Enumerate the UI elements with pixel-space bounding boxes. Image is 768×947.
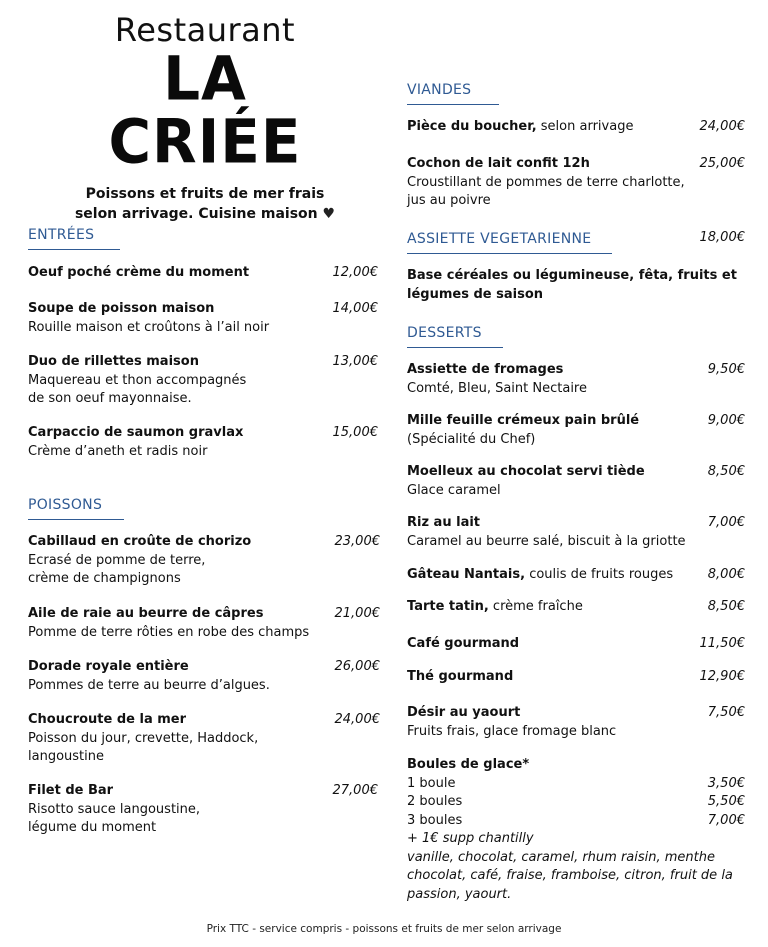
menu-item <box>28 300 378 337</box>
menu-item <box>28 264 378 283</box>
footer-note: Prix TTC - service compris - poissons et fruits de mer selon arrivage <box>206 923 562 935</box>
item-name: Gâteau Nantais, <box>407 567 526 582</box>
item-description: Crème d’aneth et radis noir <box>28 443 208 459</box>
item-price: 12,90€ <box>699 669 745 684</box>
ice-flavors-line: passion, yaourt. <box>407 886 512 902</box>
heart-icon: ♥ <box>322 206 336 222</box>
item-price: 7,50€ <box>707 705 745 720</box>
menu-item <box>28 424 378 461</box>
item-name: Tarte tatin, <box>407 599 489 614</box>
item-price: 7,00€ <box>707 812 745 828</box>
item-name: Oeuf poché crème du moment <box>28 265 250 280</box>
item-description: Rouille maison et croûtons à l’ail noir <box>28 319 270 335</box>
item-name: Thé gourmand <box>407 669 514 684</box>
item-description: de son oeuf mayonnaise. <box>28 391 192 406</box>
item-name: Duo de rillettes maison <box>28 354 199 369</box>
item-name: Cochon de lait confit 12h <box>407 156 590 171</box>
item-description: Maquereau et thon accompagnés <box>28 372 247 388</box>
menu-item <box>407 463 745 500</box>
item-name: Café gourmand <box>407 636 520 651</box>
ice-flavors-line: chocolat, café, fraise, framboise, citron, fruit de la <box>407 868 733 883</box>
item-description: Caramel au beurre salé, biscuit à la griotte <box>407 533 686 549</box>
ice-flavors-line: vanille, chocolat, caramel, rhum raisin, menthe <box>407 849 716 865</box>
chantilly-supplement: + 1€ supp chantilly <box>407 831 534 846</box>
item-name: Cabillaud en croûte de chorizo <box>28 534 252 549</box>
item-price: 25,00€ <box>699 156 745 171</box>
item-description: Comté, Bleu, Saint Nectaire <box>407 380 587 396</box>
item-price: 23,00€ <box>334 534 380 549</box>
item-name: Carpaccio de saumon gravlax <box>28 425 244 440</box>
item-description: (Spécialité du Chef) <box>407 431 536 447</box>
ice-row <box>407 775 745 794</box>
section-title-vegetarienne: ASSIETTE VEGETARIENNE <box>407 231 612 254</box>
item-description: Risotto sauce langoustine, <box>28 801 201 817</box>
section-title-entrees: ENTRÉES <box>28 227 120 250</box>
menu-item <box>28 605 380 642</box>
item-description: Pomme de terre rôties en robe des champs <box>28 624 310 640</box>
ice-row <box>407 812 745 831</box>
item-description: selon arrivage <box>536 119 634 134</box>
ice-row-label: 3 boules <box>407 812 463 828</box>
menu-item <box>407 668 745 687</box>
item-price: 12,00€ <box>332 265 378 280</box>
section-title-poissons: POISSONS <box>28 497 124 520</box>
menu-item <box>407 704 745 741</box>
item-price: 3,50€ <box>707 775 745 791</box>
restaurant-title-top: Restaurant <box>114 11 296 49</box>
left-column <box>28 0 380 947</box>
item-name: Filet de Bar <box>28 783 114 798</box>
item-price: 15,00€ <box>332 425 378 440</box>
menu-item <box>407 267 745 304</box>
item-description: crème de champignons <box>28 571 181 586</box>
item-description: Poisson du jour, crevette, Haddock, <box>28 730 259 746</box>
item-description: jus au poivre <box>407 193 491 208</box>
item-description: légumes de saison <box>407 286 543 302</box>
item-name: Moelleux au chocolat servi tiède <box>407 464 645 479</box>
section-title-desserts: DESSERTS <box>407 325 503 348</box>
item-price: 8,50€ <box>707 464 745 479</box>
restaurant-name: LA CRIÉE <box>108 42 302 178</box>
item-price: 21,00€ <box>334 606 380 621</box>
item-name: Dorade royale entière <box>28 659 189 674</box>
item-name: Désir au yaourt <box>407 705 521 720</box>
tagline-line-2-text: selon arrivage. Cuisine maison <box>74 206 318 222</box>
item-description: Croustillant de pommes de terre charlotte, <box>407 174 685 190</box>
item-name: Pièce du boucher, <box>407 119 537 134</box>
item-name: Choucroute de la mer <box>28 712 187 727</box>
item-price: 24,00€ <box>699 119 745 134</box>
menu-item <box>28 711 380 767</box>
ice-row-label: 1 boule <box>407 775 456 791</box>
item-description: langoustine <box>28 749 104 764</box>
item-description: Base céréales ou légumineuse, fêta, fruits et <box>407 268 737 283</box>
menu-item <box>28 533 380 589</box>
item-name: Boules de glace* <box>407 757 530 772</box>
item-description: Pommes de terre au beurre d’algues. <box>28 677 270 693</box>
item-price: 7,00€ <box>707 515 745 530</box>
item-description: Ecrasé de pomme de terre, <box>28 552 206 568</box>
ice-row <box>407 793 745 812</box>
menu-item <box>407 566 745 585</box>
ice-row-label: 2 boules <box>407 794 463 809</box>
item-description: coulis de fruits rouges <box>525 567 674 582</box>
item-price: 26,00€ <box>334 659 380 674</box>
menu-item <box>407 635 745 654</box>
menu-item <box>407 155 745 211</box>
item-price: 27,00€ <box>332 783 378 798</box>
item-price: 14,00€ <box>332 301 378 316</box>
ice-cream-section <box>407 756 745 904</box>
item-description: Glace caramel <box>407 482 501 498</box>
item-price: 9,50€ <box>707 362 745 377</box>
menu-item <box>28 658 380 695</box>
item-description: crème fraîche <box>488 599 583 614</box>
item-price: 5,50€ <box>707 794 745 809</box>
menu-item <box>407 412 745 449</box>
menu-item <box>28 782 378 838</box>
item-description: légume du moment <box>28 820 157 835</box>
menu-item <box>407 514 745 551</box>
right-column <box>407 0 747 947</box>
menu-item <box>407 598 745 617</box>
section-title-viandes: VIANDES <box>407 82 499 105</box>
item-price: 11,50€ <box>699 636 745 651</box>
menu-item <box>28 353 378 409</box>
item-price: 13,00€ <box>332 354 378 369</box>
item-name: Mille feuille crémeux pain brûlé <box>407 413 640 428</box>
item-name: Assiette de fromages <box>407 362 564 377</box>
item-name: Soupe de poisson maison <box>28 301 215 316</box>
item-name: Riz au lait <box>407 515 481 530</box>
item-price: 18,00€ <box>699 230 745 245</box>
menu-item <box>407 361 745 398</box>
item-price: 9,00€ <box>707 413 745 428</box>
tagline-line-1: Poissons et fruits de mer frais <box>85 186 325 202</box>
item-price: 24,00€ <box>334 712 380 727</box>
menu-item <box>407 118 745 137</box>
item-name: Aile de raie au beurre de câpres <box>28 606 264 621</box>
item-description: Fruits frais, glace fromage blanc <box>407 723 617 739</box>
item-price: 8,00€ <box>707 567 745 582</box>
item-price: 8,50€ <box>707 599 745 614</box>
